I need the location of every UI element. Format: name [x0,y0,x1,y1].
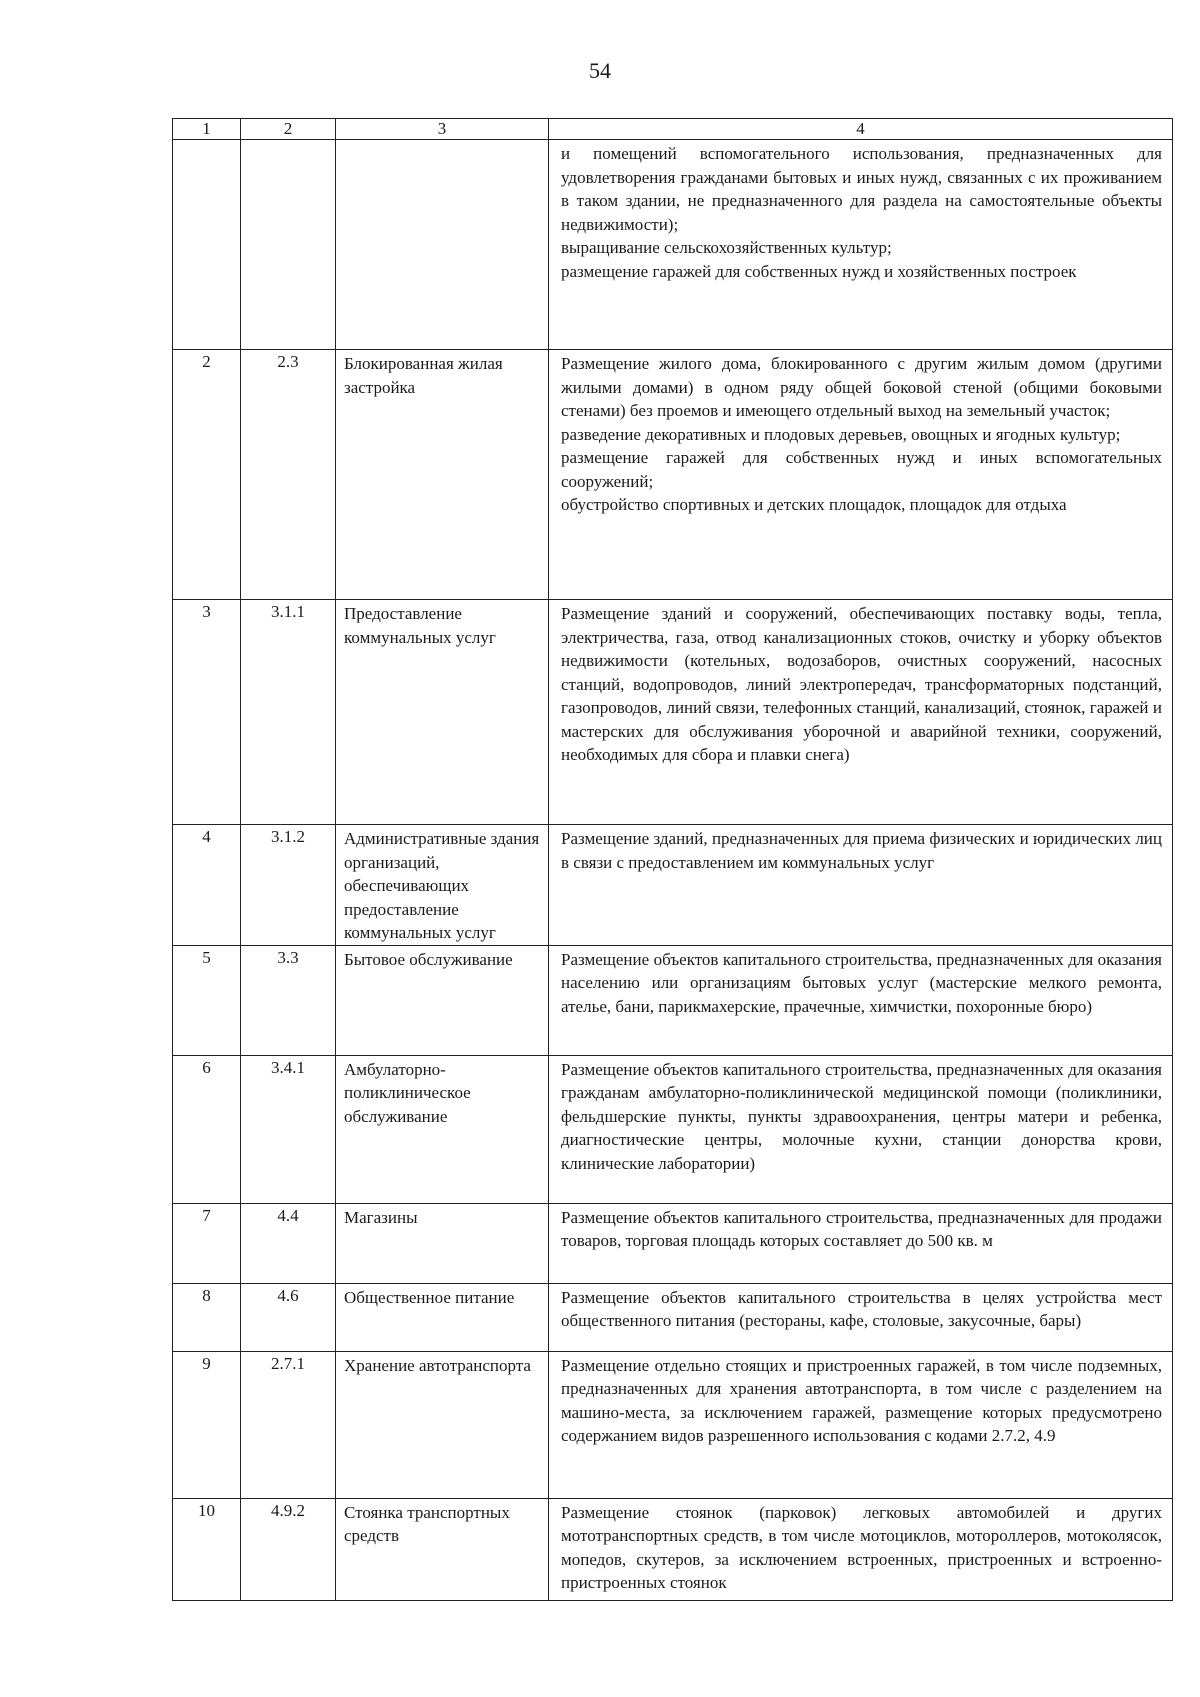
row-name-cell: Стоянка транспортных средств [336,1498,549,1600]
column-header-description: 4 [549,119,1173,140]
row-description-cell [549,1498,1173,1600]
table-row [173,1283,1173,1351]
row-num-cell: 2 [173,350,241,600]
row-name-cell: Административные здания организаций, обеспечивающих предоставление коммунальных услуг [336,825,549,946]
row-name-cell [336,140,549,350]
column-header-code: 2 [241,119,336,140]
row-name-cell: Магазины [336,1203,549,1283]
row-name-cell: Общественное питание [336,1283,549,1351]
row-code-cell: 4.6 [241,1283,336,1351]
description-paragraph: выращивание сельскохозяйственных культур; [561,238,892,257]
row-num-cell: 10 [173,1498,241,1600]
land-use-table [172,118,1173,1601]
table-row [173,1055,1173,1203]
row-code-cell: 3.3 [241,945,336,1055]
column-header-name: 3 [336,119,549,140]
row-num-cell [173,140,241,350]
table-header-row [173,119,1173,140]
description-paragraph: Размещение отдельно стоящих и пристроенных гаражей, в том числе подземных, предназначенных для хранения автотранспорта, в том числе с разделением на машино-места, за исключением гаражей, размещение которых предусмотрено содержанием видов разрешенного использования с кодами 2.7.2, 4.9 [561,1355,1162,1445]
row-description-cell [549,350,1173,600]
table-row [173,825,1173,946]
table-row [173,1203,1173,1283]
table-row [173,1351,1173,1498]
row-num-cell: 9 [173,1351,241,1498]
row-num-cell: 8 [173,1283,241,1351]
row-description-cell [549,1055,1173,1203]
table-row [173,1498,1173,1600]
table-row [173,600,1173,825]
description-paragraph: Размещение стоянок (парковок) легковых автомобилей и других мототранспортных средств, в том числе мотоциклов, мотороллеров, мотоколясок, мопедов, скутеров, за исключением встроенных, пристроенных и встроенно-пристроенных стоянок [561,1502,1162,1592]
description-paragraph: Размещение объектов капитального строительства в целях устройства мест общественного питания (рестораны, кафе, столовые, закусочные, бары) [561,1287,1162,1330]
row-num-cell: 7 [173,1203,241,1283]
table-row [173,945,1173,1055]
description-paragraph: Размещение зданий и сооружений, обеспечивающих поставку воды, тепла, электричества, газа, отвод канализационных стоков, очистку и уборку объектов недвижимости (котельных, водозаборов, очистных сооружений, насосных станций, водопроводов, линий электропередач, трансформаторных подстанций, газопроводов, линий связи, телефонных станций, канализаций, стоянок, гаражей и мастерских для обслуживания уборочной и аварийной техники, сооружений, необходимых для сбора и плавки снега) [561,604,1162,764]
row-code-cell: 3.1.1 [241,600,336,825]
row-code-cell: 3.1.2 [241,825,336,946]
row-code-cell [241,140,336,350]
description-paragraph: разведение декоративных и плодовых деревьев, овощных и ягодных культур; [561,424,1121,444]
row-num-cell: 3 [173,600,241,825]
row-name-cell: Хранение автотранспорта [336,1351,549,1498]
row-code-cell: 4.9.2 [241,1498,336,1600]
description-paragraph: Размещение объектов капитального строительства, предназначенных для продажи товаров, торговая площадь которых составляет до 500 кв. м [561,1207,1162,1250]
row-num-cell: 5 [173,945,241,1055]
row-description-cell [549,1283,1173,1351]
table-body [173,119,1173,1601]
row-name-cell: Блокированная жилая застройка [336,350,549,600]
column-header-num: 1 [173,119,241,140]
description-paragraph: Размещение жилого дома, блокированного с другим жилым домом (другими жилыми домами) в одном ряду общей боковой стеной (общими боковыми стенами) без проемов и имеющего отдельный выход на земельный участок; [561,354,1162,420]
description-paragraph: размещение гаражей для собственных нужд и хозяйственных построек [561,261,1077,281]
row-code-cell: 4.4 [241,1203,336,1283]
table-row [173,350,1173,600]
page-number: 54 [589,58,611,83]
description-paragraph: Размещение зданий, предназначенных для приема физических и юридических лиц в связи с предоставлением им коммунальных услуг [561,829,1162,872]
row-description-cell [549,945,1173,1055]
row-name-cell: Амбулаторно-поликлиническое обслуживание [336,1055,549,1203]
row-description-cell [549,1203,1173,1283]
row-description-cell [549,1351,1173,1498]
row-description-cell [549,600,1173,825]
row-code-cell: 2.3 [241,350,336,600]
row-code-cell: 2.7.1 [241,1351,336,1498]
description-paragraph: обустройство спортивных и детских площадок, площадок для отдыха [561,495,1067,514]
description-paragraph: и помещений вспомогательного использования, предназначенных для удовлетворения гражданами бытовых и иных нужд, связанных с их проживанием в таком здании, не предназначенного для раздела на самостоятельные объекты недвижимости); [561,144,1162,234]
table-row-continuation [173,140,1173,350]
row-description-cell [549,825,1173,946]
row-description-cell [549,140,1173,350]
row-code-cell: 3.4.1 [241,1055,336,1203]
description-paragraph: размещение гаражей для собственных нужд и иных вспомогательных сооружений; [561,448,1162,491]
row-num-cell: 6 [173,1055,241,1203]
row-name-cell: Предоставление коммунальных услуг [336,600,549,825]
row-num-cell: 4 [173,825,241,946]
row-name-cell: Бытовое обслуживание [336,945,549,1055]
description-paragraph: Размещение объектов капитального строительства, предназначенных для оказания гражданам амбулаторно-поликлинической медицинской помощи (поликлиники, фельдшерские пункты, пункты здравоохранения, центры матери и ребенка, диагностические центры, молочные кухни, станции донорства крови, клинические лаборатории) [561,1059,1162,1173]
description-paragraph: Размещение объектов капитального строительства, предназначенных для оказания населению или организациям бытовых услуг (мастерские мелкого ремонта, ателье, бани, парикмахерские, прачечные, химчистки, похоронные бюро) [561,949,1162,1016]
